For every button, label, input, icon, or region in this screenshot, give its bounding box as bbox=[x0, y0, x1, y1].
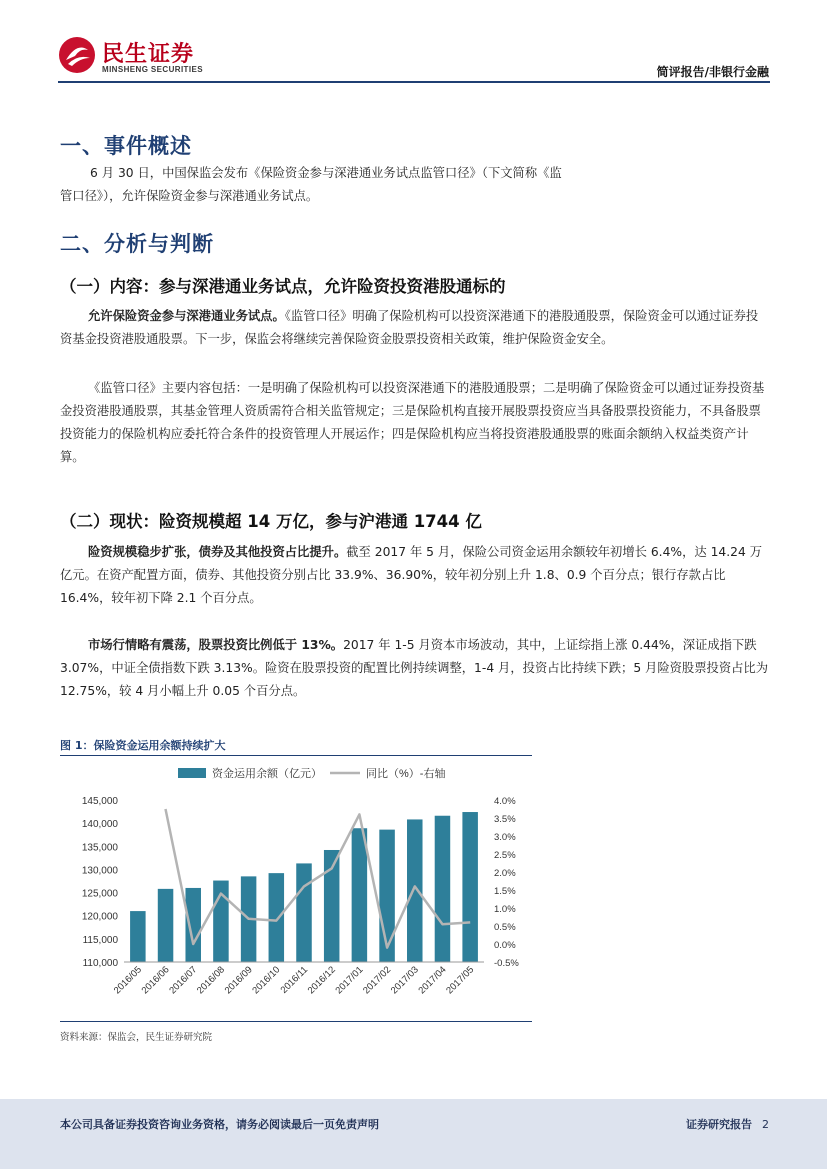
section-title-overview: 一、事件概述 bbox=[60, 134, 192, 158]
bar bbox=[269, 873, 285, 962]
x-tick-label: 2016/12 bbox=[305, 964, 338, 997]
legend-bar-label: 资金运用余额（亿元） bbox=[212, 768, 322, 780]
footer-disclaimer: 本公司具备证券投资咨询业务资格，请务必阅读最后一页免责声明 bbox=[60, 1118, 379, 1131]
content-paragraph-1-body: 《监管口径》明确了保险机构可以投资深港通下的港股通股票，保险资金可以通过证券投资基金投资港股通股票。下一步，保监会将继续完善保险资金股票投资相关政策，维护保险资金安全。 bbox=[60, 309, 759, 346]
status-paragraph-2 bbox=[60, 634, 770, 703]
x-tick-label: 2017/04 bbox=[416, 964, 449, 997]
y-right-tick-label: 2.0% bbox=[494, 868, 516, 879]
legend-line-label: 同比（%）-右轴 bbox=[366, 768, 446, 780]
y-right-tick-label: 0.0% bbox=[494, 940, 516, 951]
status-paragraph-1-body: 截至 2017 年 5 月，保险公司资金运用余额较年初增长 6.4%，达 14.24 万亿元。在资产配置方面，债券、其他投资分别占比 33.9%、36.90%，较年初分别上升 1.8、0.9 个百分点；银行存款占比 16.4%，较年初下降 2.1 个百分点。 bbox=[60, 545, 763, 605]
page-number: 2 bbox=[762, 1118, 769, 1131]
bar bbox=[352, 828, 368, 962]
minsheng-logo-icon bbox=[58, 36, 96, 74]
content-paragraph-2-body: 《监管口径》主要内容包括：一是明确了保险机构可以投资深港通下的港股通股票；二是明确了保险资金可以通过证券投资基金投资港股通股票，其基金管理人资质需符合相关监管规定；三是保险机构直接开展股票投资应当具备股票投资能力，不具备股票投资能力的保险机构应委托符合条件的投资管理人开展运作；四是保险机构应当将投资港股通股票的账面余额纳入权益类资产计算。 bbox=[60, 381, 765, 464]
x-tick-label: 2016/11 bbox=[278, 964, 311, 996]
x-tick-label: 2017/05 bbox=[444, 964, 477, 997]
y-right-tick-label: 3.0% bbox=[494, 832, 516, 843]
x-tick-label: 2017/02 bbox=[361, 964, 394, 997]
y-left-tick-label: 140,000 bbox=[81, 819, 118, 831]
bar bbox=[158, 889, 174, 962]
status-paragraph-2-lead: 市场行情略有震荡，股票投资比例低于 13%。 bbox=[88, 638, 344, 652]
status-paragraph-2-body: 2017 年 1-5 月资本市场波动，其中，上证综指上涨 0.44%，深证成指下跌 3.07%，中证全债指数下跌 3.13%。险资在股票投资的配置比例持续调整，1-4 月，投资占比持续下跌；5 月险资股票投资占比为 12.75%，较 4 月小幅上升 0.05 个百分点。 bbox=[60, 638, 769, 698]
x-tick-label: 2016/08 bbox=[194, 964, 228, 997]
logo-english-name: MINSHENG SECURITIES bbox=[102, 65, 203, 74]
x-tick-label: 2016/09 bbox=[222, 964, 255, 997]
y-right-tick-label: 2.5% bbox=[494, 850, 516, 861]
page-footer bbox=[0, 1099, 827, 1169]
bar bbox=[185, 888, 201, 962]
y-right-tick-label: 4.0% bbox=[494, 796, 516, 807]
content-paragraph-1 bbox=[60, 305, 770, 351]
content-paragraph-2 bbox=[60, 377, 770, 469]
subsection-title-status: （二）现状：险资规模超 14 万亿，参与沪港通 1744 亿 bbox=[60, 512, 482, 531]
figure-source: 资料来源：保监会，民生证券研究院 bbox=[60, 1032, 213, 1043]
logo-chinese-name: 民生证券 bbox=[102, 42, 195, 67]
company-logo bbox=[58, 34, 218, 80]
y-left-tick-label: 145,000 bbox=[81, 796, 118, 807]
y-right-tick-label: -0.5% bbox=[494, 958, 519, 969]
x-tick-label: 2016/05 bbox=[111, 964, 144, 997]
figure-title: 图 1：保险资金运用余额持续扩大 bbox=[60, 739, 226, 752]
bar bbox=[462, 812, 478, 962]
footer-label-group bbox=[686, 1116, 769, 1132]
x-tick-label: 2016/07 bbox=[167, 964, 200, 997]
bar bbox=[130, 911, 146, 962]
y-right-tick-label: 1.0% bbox=[494, 904, 516, 915]
page-header bbox=[0, 0, 827, 90]
x-tick-label: 2017/01 bbox=[333, 964, 366, 997]
bar bbox=[296, 863, 312, 962]
content-paragraph-1-lead: 允许保险资金参与深港通业务试点。 bbox=[88, 309, 285, 323]
footer-report-label: 证券研究报告 bbox=[686, 1118, 752, 1131]
insurance-funds-chart bbox=[60, 756, 532, 1021]
status-paragraph-1-lead: 险资规模稳步扩张，债券及其他投资占比提升。 bbox=[88, 545, 347, 559]
overview-line-1: 6 月 30 日，中国保监会发布《保险资金参与深港通业务试点监管口径》（下文简称《监 bbox=[90, 166, 562, 180]
bar bbox=[407, 819, 423, 962]
legend-bar-swatch bbox=[178, 768, 206, 778]
subsection-title-content: （一）内容：参与深港通业务试点，允许险资投资港股通标的 bbox=[60, 277, 506, 296]
y-right-tick-label: 0.5% bbox=[494, 922, 516, 933]
section-title-analysis: 二、分析与判断 bbox=[60, 232, 214, 256]
x-tick-label: 2016/10 bbox=[250, 964, 283, 997]
y-left-tick-label: 130,000 bbox=[81, 865, 118, 877]
report-category: 简评报告/非银行金融 bbox=[656, 65, 769, 79]
yoy-growth-line bbox=[166, 809, 471, 948]
y-left-tick-label: 115,000 bbox=[82, 934, 118, 946]
header-divider bbox=[58, 81, 770, 83]
x-tick-label: 2017/03 bbox=[388, 964, 421, 997]
status-paragraph-1 bbox=[60, 541, 770, 610]
figure-bottom-rule bbox=[60, 1021, 532, 1022]
y-left-tick-label: 135,000 bbox=[81, 842, 118, 854]
y-right-tick-label: 1.5% bbox=[494, 886, 516, 897]
y-left-tick-label: 125,000 bbox=[81, 888, 118, 900]
overview-line-2: 管口径》），允许保险资金参与深港通业务试点。 bbox=[60, 189, 319, 203]
x-tick-label: 2016/06 bbox=[139, 964, 172, 997]
y-right-tick-label: 3.5% bbox=[494, 814, 516, 825]
bar bbox=[435, 816, 451, 962]
y-left-tick-label: 110,000 bbox=[82, 958, 118, 969]
y-left-tick-label: 120,000 bbox=[81, 911, 118, 923]
